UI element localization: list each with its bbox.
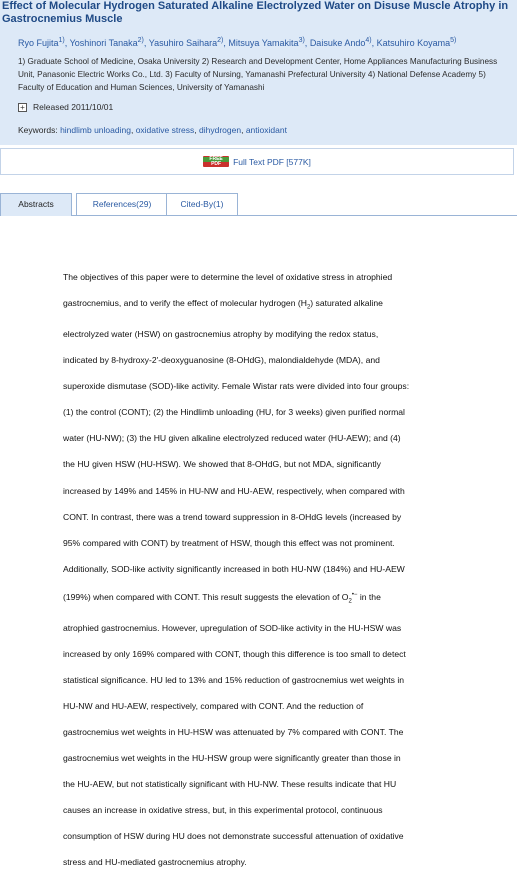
keywords-row: Keywords: hindlimb unloading, oxidative stress, dihydrogen, antioxidant (18, 125, 287, 135)
pdf-bar (0, 148, 514, 175)
tab-bar (0, 193, 517, 216)
title-line-1: Effect of Molecular Hydrogen Saturated Alkaline Electrolyzed Water on Disuse Muscle Atrophy in (2, 0, 509, 12)
released-date: Released 2011/10/01 (33, 102, 114, 112)
affiliations: 1) Graduate School of Medicine, Osaka University 2) Research and Development Center, Home Appliances Manufacturing Business Unit, Panasonic Electric Works Co., Ltd. 3) Faculty of Nursing, Yamanashi Prefectural University 4) National Defense Academy 5) Faculty of Education and Human Sciences, University of Yamanashi (18, 57, 498, 92)
author-link[interactable]: Katsuhiro Koyama$^{5)}$ (376, 37, 457, 48)
author-list: Ryo Fujita$^{1)}$, Yoshinori Tanaka$^{2)}$, Yasuhiro Saihara$^{2)}$, Mitsuya Yamakita$^{3)}$, Daisuke Ando$^{4)}$, Katsuhiro Koyama$^{5)}$ (18, 37, 457, 48)
full-text-pdf-link[interactable]: Full Text PDF [577K] (233, 156, 311, 167)
keywords-label: Keywords: (18, 125, 58, 135)
keyword-link[interactable]: oxidative stress (135, 125, 195, 135)
author-link[interactable]: Mitsuya Yamakita$^{3)}$ (228, 37, 305, 48)
keyword-link[interactable]: hindlimb unloading (60, 125, 131, 135)
tab-cited-by[interactable]: Cited-By(1) (166, 193, 238, 215)
tab-references[interactable]: References(29) (76, 193, 168, 215)
keyword-link[interactable]: dihydrogen (199, 125, 242, 135)
author-link[interactable]: Ryo Fujita$^{1)}$ (18, 37, 65, 48)
tab-abstracts[interactable]: Abstracts (0, 193, 72, 216)
author-link[interactable]: Yoshinori Tanaka$^{2)}$ (69, 37, 144, 48)
released-row[interactable] (18, 102, 113, 112)
expand-plus-icon[interactable]: + (18, 103, 27, 112)
title-line-2: Gastrocnemius Muscle (2, 13, 123, 25)
article-title (2, 0, 512, 26)
free-pdf-icon[interactable]: FREE PDF (203, 156, 229, 167)
author-link[interactable]: Daisuke Ando$^{4)}$ (309, 37, 372, 48)
abstract-text: The objectives of this paper were to determine the level of oxidative stress in atrophied gastrocnemius, and to verify the effect of molecular hydrogen $(H_2)$ saturated alkaline electrolyzed water (HSW) on gastrocnemius atrophy by modifying the redox status, indicated by 8-hydroxy-2'-deoxyguanosine (8-OHdG), malondialdehyde (MDA), and superoxide dismutase (SOD)-like activity. Female Wistar rats were divided into four groups: (1) the control (CONT); (2) the Hindlimb unloading (HU, for 3 weeks) given purified normal water (HU-NW); (3) the HU given alkaline electrolyzed reduced water (HU-AEW); and (4) the HU given HSW (HU-HSW). We showed that 8-OHdG, but not MDA, significantly increased by 149% and 145% in HU-NW and HU-AEW, respectively, when compared with CONT. In contrast, there was a trend toward suppression in 8-OHdG levels (increased by 95% compared with CONT) by treatment of HSW, though this effect was not prominent. Additionally, SOD-like activity significantly increased in both HU-NW (184%) and HU-AEW (199%) when compared with CONT. This result suggests the elevation of $O_2^{•-}$ in the atrophied gastrocnemius. However, upregulation of SOD-like activity in the HU-HSW was increased by only 169% compared with CONT, though this difference is too small to detect statistical significance. HU led to 13% and 15% reduction of gastrocnemius wet weights in HU-NW and HU-AEW, respectively, compared with CONT. And the reduction of gastrocnemius wet weights in HU-HSW was attenuated by 7% compared with CONT. The gastrocnemius wet weights in the HU-HSW group were significantly greater than those in the HU-AEW, but not statistically significant with HU-NW. These results indicate that HU causes an increase in oxidative stress, but, in this experimental protocol, continuous consumption of HSW during HU does not demonstrate successful attenuation of oxidative stress and HU-mediated gastrocnemius atrophy. (63, 272, 410, 868)
article-header (0, 0, 517, 145)
keyword-link[interactable]: antioxidant (245, 125, 287, 135)
author-link[interactable]: Yasuhiro Saihara$^{2)}$ (148, 37, 224, 48)
